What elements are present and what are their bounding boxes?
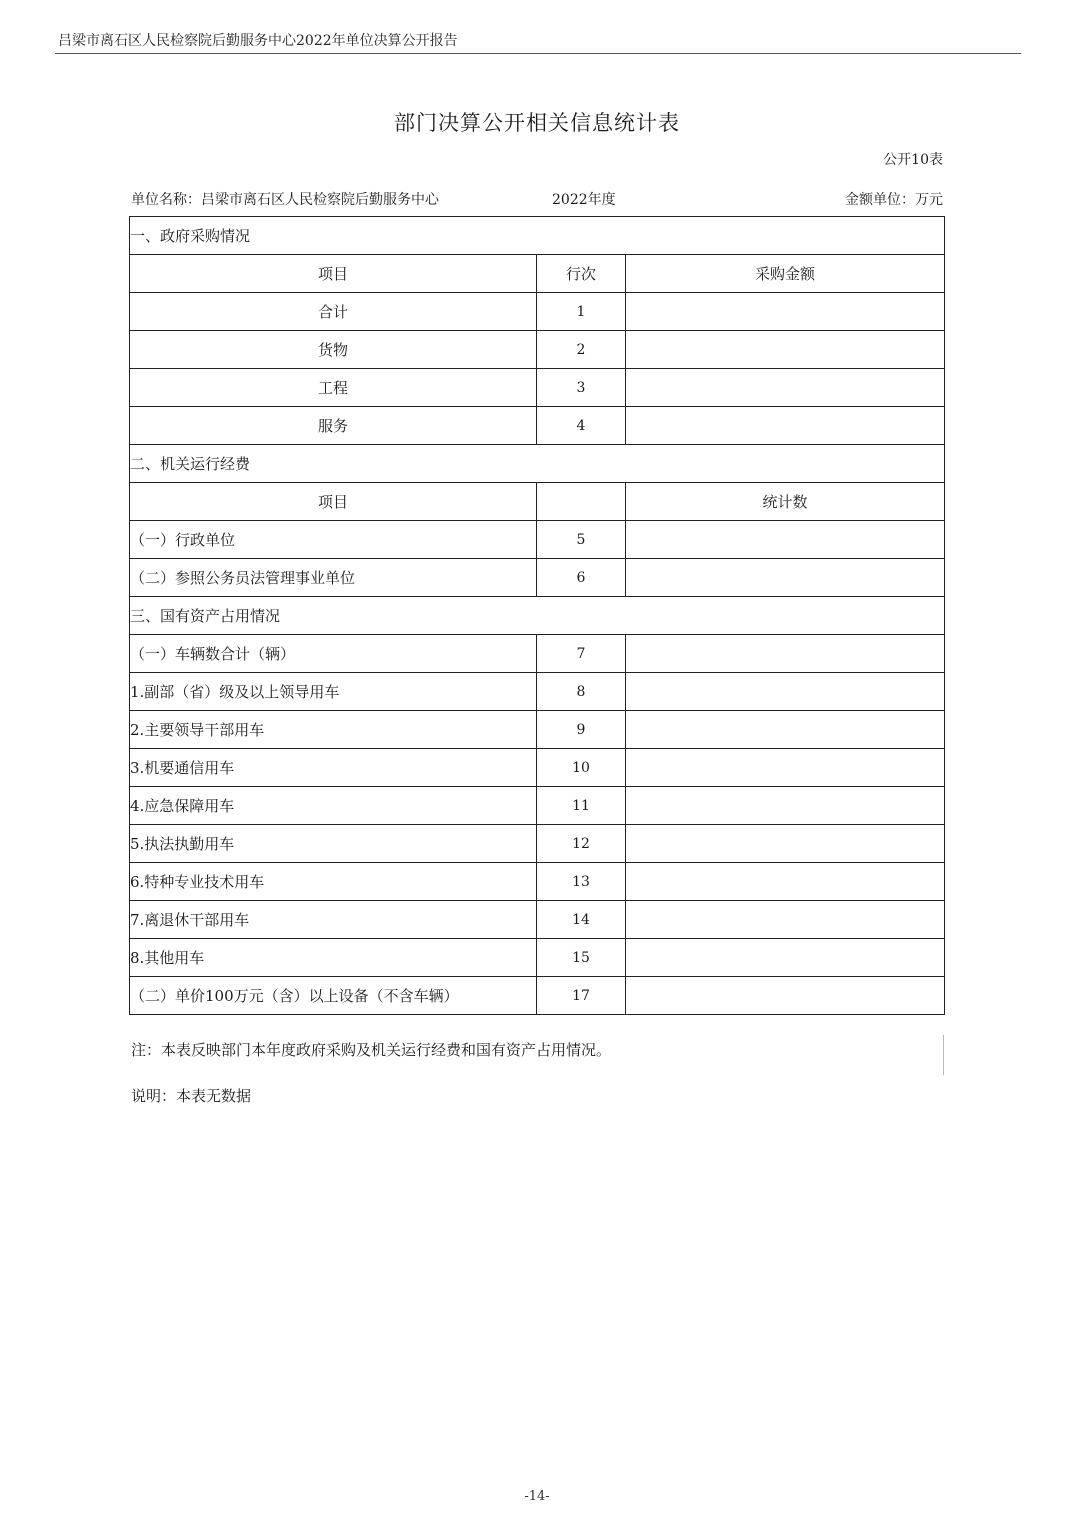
row-item: 1.副部（省）级及以上领导用车 [130, 673, 537, 711]
row-value [626, 825, 945, 863]
row-line: 5 [537, 521, 626, 559]
row-item: 8.其他用车 [130, 939, 537, 977]
row-line: 11 [537, 787, 626, 825]
row-line: 2 [537, 331, 626, 369]
header-rule [55, 53, 1021, 54]
section-row [130, 445, 945, 483]
page-number: -14- [524, 1489, 550, 1504]
row-line: 13 [537, 863, 626, 901]
section-title: 二、机关运行经费 [130, 445, 945, 483]
row-item: 货物 [130, 331, 537, 369]
row-value [626, 711, 945, 749]
table-number: 公开10表 [883, 152, 943, 168]
row-item: 工程 [130, 369, 537, 407]
row-item: 合计 [130, 293, 537, 331]
header-row [130, 483, 945, 521]
row-item: 4.应急保障用车 [130, 787, 537, 825]
row-line: 6 [537, 559, 626, 597]
header-row [130, 255, 945, 293]
table-row [130, 293, 945, 331]
row-value [626, 407, 945, 445]
row-value [626, 939, 945, 977]
page-title: 部门决算公开相关信息统计表 [394, 111, 680, 135]
row-line: 14 [537, 901, 626, 939]
column-header-amount: 采购金额 [626, 255, 945, 293]
row-item: 7.离退休干部用车 [130, 901, 537, 939]
row-value [626, 635, 945, 673]
row-item: （一）行政单位 [130, 521, 537, 559]
row-value [626, 293, 945, 331]
fiscal-year: 2022年度 [552, 192, 616, 208]
table-row [130, 673, 945, 711]
row-item: 5.执法执勤用车 [130, 825, 537, 863]
row-item: 2.主要领导干部用车 [130, 711, 537, 749]
row-line: 12 [537, 825, 626, 863]
table-row [130, 863, 945, 901]
table-row [130, 711, 945, 749]
unit-name: 单位名称：吕梁市离石区人民检察院后勤服务中心 [131, 192, 439, 208]
row-line: 1 [537, 293, 626, 331]
row-item: （一）车辆数合计（辆） [130, 635, 537, 673]
row-item: 服务 [130, 407, 537, 445]
row-item: 3.机要通信用车 [130, 749, 537, 787]
table-row [130, 939, 945, 977]
row-value [626, 369, 945, 407]
row-value [626, 673, 945, 711]
table-row [130, 977, 945, 1015]
section-title: 三、国有资产占用情况 [130, 597, 945, 635]
running-header: 吕梁市离石区人民检察院后勤服务中心2022年单位决算公开报告 [58, 33, 458, 49]
money-unit: 金额单位：万元 [845, 192, 943, 208]
column-header-line: 行次 [537, 255, 626, 293]
row-line: 10 [537, 749, 626, 787]
statistics-table [129, 216, 945, 1015]
row-value [626, 863, 945, 901]
column-header-item: 项目 [130, 483, 537, 521]
row-value [626, 331, 945, 369]
row-value [626, 787, 945, 825]
table-note: 注：本表反映部门本年度政府采购及机关运行经费和国有资产占用情况。 [131, 1041, 612, 1059]
row-line: 7 [537, 635, 626, 673]
row-line: 3 [537, 369, 626, 407]
section-title: 一、政府采购情况 [130, 217, 945, 255]
note-divider [943, 1035, 944, 1075]
column-header-item: 项目 [130, 255, 537, 293]
table-row [130, 635, 945, 673]
table-row [130, 559, 945, 597]
table-row [130, 825, 945, 863]
table-row [130, 901, 945, 939]
section-row [130, 597, 945, 635]
section-row [130, 217, 945, 255]
row-value [626, 749, 945, 787]
row-value [626, 521, 945, 559]
row-line: 4 [537, 407, 626, 445]
explanation: 说明：本表无数据 [131, 1087, 252, 1105]
table-row [130, 787, 945, 825]
row-line: 17 [537, 977, 626, 1015]
row-line: 15 [537, 939, 626, 977]
row-value [626, 559, 945, 597]
row-item: （二）参照公务员法管理事业单位 [130, 559, 537, 597]
column-header-line [537, 483, 626, 521]
row-value [626, 901, 945, 939]
table-row [130, 521, 945, 559]
table-row [130, 369, 945, 407]
row-item: 6.特种专业技术用车 [130, 863, 537, 901]
row-item: （二）单价100万元（含）以上设备（不含车辆） [130, 977, 537, 1015]
row-line: 8 [537, 673, 626, 711]
column-header-count: 统计数 [626, 483, 945, 521]
table-row [130, 331, 945, 369]
row-value [626, 977, 945, 1015]
row-line: 9 [537, 711, 626, 749]
table-row [130, 749, 945, 787]
table-row [130, 407, 945, 445]
